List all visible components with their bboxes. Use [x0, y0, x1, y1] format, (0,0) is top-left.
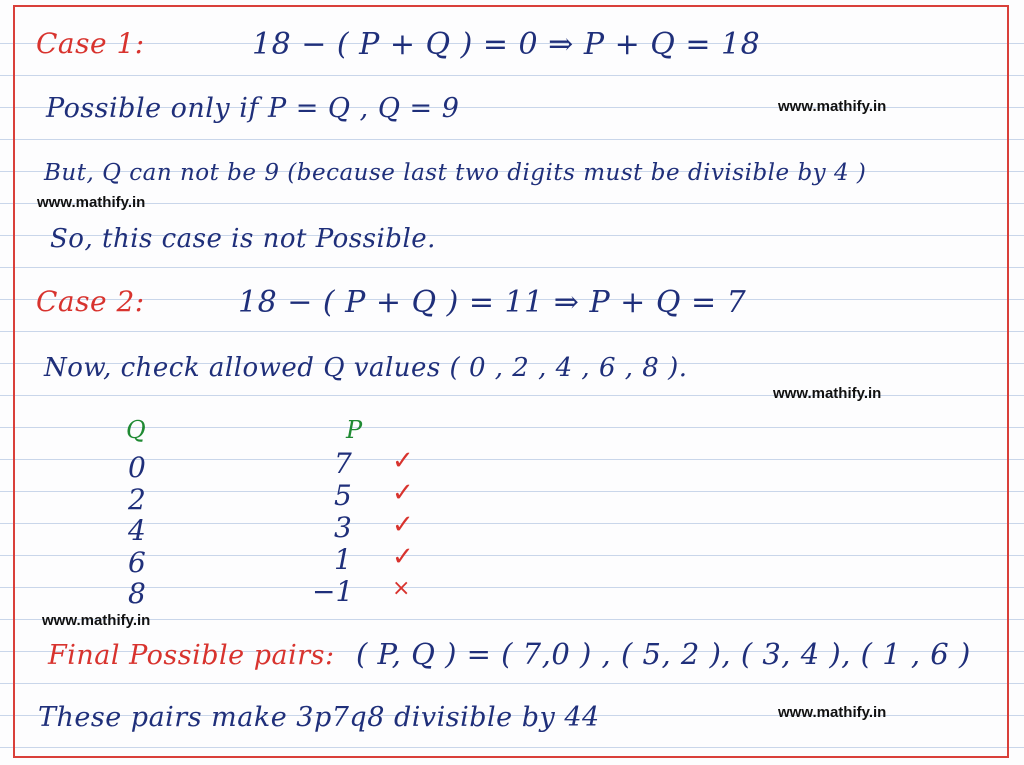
- check-icon: ✓: [392, 478, 414, 508]
- table-row-q: 4: [128, 514, 146, 547]
- case1-but: But, Q can not be 9 (because last two digits must be divisible by 4 ): [44, 160, 867, 186]
- case2-check: Now, check allowed Q values ( 0 , 2 , 4 , 6 , 8 ).: [44, 353, 688, 383]
- table-row-p: 1: [334, 543, 352, 576]
- table-row-q: 8: [128, 577, 146, 610]
- table-row-p: −1: [312, 575, 354, 608]
- case2-label: Case 2:: [36, 285, 145, 318]
- case1-equation: 18 − ( P + Q ) = 0 ⇒ P + Q = 18: [252, 27, 761, 62]
- table-row-q: 0: [128, 451, 146, 484]
- cross-icon: ×: [392, 576, 411, 601]
- watermark-1: www.mathify.in: [778, 98, 887, 115]
- check-icon: ✓: [392, 542, 414, 572]
- table-row-p: 5: [334, 479, 352, 512]
- table-row-p: 7: [334, 447, 352, 480]
- case1-so: So, this case is not Possible.: [50, 224, 436, 254]
- conclusion: These pairs make 3p7q8 divisible by 44: [38, 702, 600, 733]
- watermark-4: www.mathify.in: [42, 612, 151, 629]
- table-header-p: P: [346, 416, 363, 444]
- check-icon: ✓: [392, 446, 414, 476]
- check-icon: ✓: [392, 510, 414, 540]
- watermark-2: www.mathify.in: [37, 194, 146, 211]
- case1-label: Case 1:: [36, 27, 145, 60]
- watermark-3: www.mathify.in: [773, 385, 882, 402]
- watermark-5: www.mathify.in: [778, 704, 887, 721]
- table-header-q: Q: [126, 416, 146, 444]
- case1-possible: Possible only if P = Q , Q = 9: [46, 93, 460, 124]
- final-label: Final Possible pairs:: [48, 640, 335, 671]
- case2-equation: 18 − ( P + Q ) = 11 ⇒ P + Q = 7: [238, 285, 747, 320]
- table-row-q: 2: [128, 483, 146, 516]
- final-pairs: ( P, Q ) = ( 7,0 ) , ( 5, 2 ), ( 3, 4 ), ( 1 , 6 ): [356, 637, 971, 671]
- table-row-q: 6: [128, 546, 146, 579]
- table-row-p: 3: [334, 511, 352, 544]
